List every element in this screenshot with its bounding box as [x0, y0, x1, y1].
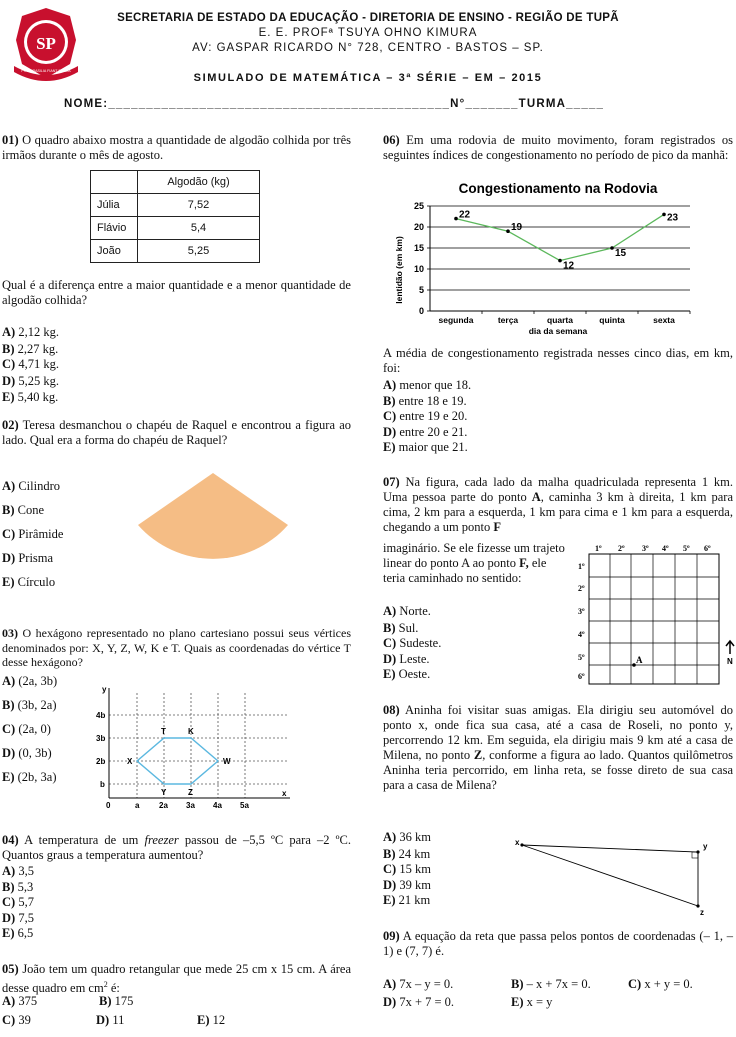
row-label: 5º — [578, 653, 585, 662]
option[interactable]: B) Sul. — [383, 620, 419, 635]
option[interactable]: B) Cone — [2, 503, 45, 517]
x-tick-label: sexta — [653, 315, 675, 325]
option[interactable]: A) 2,12 kg. — [2, 325, 59, 339]
y-tick-label: 15 — [413, 243, 424, 253]
north-label: N — [727, 657, 733, 666]
option[interactable]: E) x = y — [511, 995, 553, 1009]
x-tick-label: terça — [497, 315, 519, 325]
option[interactable]: D) 7,5 — [2, 910, 34, 925]
x-tick-label: segunda — [438, 315, 474, 325]
option[interactable]: B) – x + 7x = 0. — [511, 977, 591, 991]
col-label: 3º — [642, 544, 649, 553]
option[interactable]: D) entre 20 e 21. — [383, 424, 468, 439]
question-1 — [2, 133, 351, 163]
option[interactable]: A) (2a, 3b) — [2, 674, 58, 688]
logo-text: SP — [36, 34, 56, 53]
point-label: A — [636, 655, 643, 665]
q1-options — [2, 325, 59, 406]
exam-title: SIMULADO DE MATEMÁTICA – 3ª SÉRIE – EM – 2015 — [193, 72, 543, 84]
vertex-label: X — [127, 757, 133, 766]
vertex-label: K — [188, 727, 194, 736]
data-label: 23 — [667, 212, 679, 224]
x-tick-label: quinta — [599, 315, 625, 325]
option[interactable]: C) Pirâmide — [2, 527, 64, 541]
vertex-label: Y — [161, 788, 167, 797]
option[interactable]: A) 7x – y = 0. — [383, 977, 454, 991]
header-line3: AV: GASPAR RICARDO N° 728, CENTRO - BASTOS – SP. — [192, 42, 544, 54]
q6-question: A média de congestionamento registrada nesses cinco dias, em km, foi: — [383, 346, 733, 375]
data-point — [610, 246, 614, 250]
data-label: 15 — [615, 248, 627, 259]
question-5: 05) João tem um quadro retangular que mede 25 cm x 15 cm. A área desse quadro em $cm^2$ é: — [2, 962, 352, 996]
data-label: 12 — [563, 260, 575, 272]
table-row: João 5,25 — [91, 240, 260, 263]
y-tick-label: 10 — [413, 264, 424, 274]
line-chart — [390, 180, 700, 338]
cone-net-figure — [128, 465, 298, 595]
q6-options — [383, 378, 471, 456]
option[interactable]: E) 12 — [197, 1013, 226, 1027]
data-point — [558, 259, 562, 263]
question-7: 07) Na figura, cada lado da malha quadriculada representa 1 km. Uma pessoa parte do ponto A, caminha 3 km à direita, 1 km para cima, 2 km para a esquerda, 1 km para cima e 1 km para a esquerda, chegando a um ponto F — [383, 475, 734, 534]
option[interactable]: C) 15 km — [383, 862, 431, 876]
option[interactable]: B) 5,3 — [2, 879, 34, 894]
q1-text: O quadro abaixo mostra a quantidade de algodão colhida por três irmãos durante o mês de agosto. — [2, 133, 351, 162]
vertex-label: T — [161, 727, 166, 736]
option[interactable]: E) Oeste. — [383, 667, 431, 681]
option[interactable]: A) Cilindro — [2, 479, 60, 493]
header-line1: SECRETARIA DE ESTADO DA EDUCAÇÃO - DIRETORIA DE ENSINO - REGIÃO DE TUPÃ — [117, 12, 619, 24]
col-label: 1º — [595, 544, 602, 553]
logo-ring-text: PRO BRASILIA FIANT EXIMIA — [21, 69, 71, 73]
y-tick: 3b — [96, 734, 106, 743]
option[interactable]: D) 39 km — [383, 877, 431, 892]
option[interactable]: E) 6,5 — [2, 926, 34, 940]
q1-table-header: Algodão (kg) — [138, 171, 260, 194]
y-tick-label: 20 — [413, 222, 424, 232]
option[interactable]: C) Sudeste. — [383, 636, 442, 650]
question-7-cont: imaginário. Se ele fizesse um trajeto linear do ponto A ao ponto F, ele teria caminhado no sentido: — [383, 541, 565, 585]
table-row: Júlia 7,52 — [91, 194, 260, 217]
x-tick: 4a — [213, 801, 222, 810]
option[interactable]: B) entre 18 e 19. — [383, 393, 467, 408]
q3-options — [2, 669, 57, 789]
y-tick-label: 5 — [418, 285, 424, 295]
data-label: 22 — [459, 209, 471, 221]
x-axis-label: x — [282, 789, 287, 798]
q7-options — [383, 604, 441, 683]
x-tick: a — [135, 801, 140, 810]
y-tick: 4b — [96, 711, 106, 720]
data-point — [506, 229, 510, 233]
y-axis-label: y — [102, 685, 107, 694]
y-axis-label: lentidão (em km) — [394, 236, 404, 304]
q1-table — [90, 170, 260, 263]
name-field[interactable]: NOME:_____________________________________________N°_______TURMA_____ — [64, 98, 605, 110]
question-8: 08) Aninha foi visitar suas amigas. Ela dirigiu seu automóvel do ponto x, onde fica sua casa, até a casa de Roseli, no ponto y, percorrendo 12 km. Em seguida, ela dirigiu mais 9 km até a casa de Milena, no ponto Z, conforme a figura ao lado. Quantos quilômetros Aninha teria percorrido, em linha reta, se fosse direto de sua casa para a casa de Milena? — [383, 703, 733, 792]
y-tick-label: 0 — [418, 306, 424, 316]
question-4: 04) A temperatura de um freezer passou de –5,5 ºC para –2 ºC. Quantos graus a temperatura aumentou? — [2, 833, 352, 862]
option[interactable]: D) Prisma — [2, 551, 54, 565]
option[interactable]: A) menor que 18. — [383, 378, 472, 392]
option[interactable]: D) Leste. — [383, 651, 430, 666]
option[interactable]: C) entre 19 e 20. — [383, 409, 468, 423]
row-label: 2º — [578, 584, 585, 593]
q8-options — [383, 830, 431, 909]
q2-options — [2, 474, 63, 594]
row-label: 4º — [578, 630, 585, 639]
question-6: 06) Em uma rodovia de muito movimento, foram registrados os seguintes índices de congestionamento no período de pico da manhã: — [383, 133, 734, 162]
option[interactable]: E) Círculo — [2, 575, 56, 589]
table-row: Flávio 5,4 — [91, 217, 260, 240]
option[interactable]: E) 5,40 kg. — [2, 390, 59, 404]
x-tick: 3a — [186, 801, 195, 810]
x-tick-label: quarta — [547, 315, 573, 325]
option[interactable]: E) 21 km — [383, 893, 431, 907]
row-label: 1º — [578, 562, 585, 571]
option[interactable]: E) (2b, 3a) — [2, 770, 57, 784]
row-label: 6º — [578, 672, 585, 681]
option[interactable]: B) (3b, 2a) — [2, 698, 57, 712]
origin-label: 0 — [106, 801, 111, 810]
x-tick: 5a — [240, 801, 249, 810]
data-label: 19 — [511, 222, 523, 234]
point-label: y — [703, 842, 708, 851]
point-label: z — [700, 908, 704, 917]
vertex-label: Z — [188, 788, 193, 797]
option[interactable]: C) 5,7 — [2, 895, 34, 909]
option[interactable]: D) 5,25 kg. — [2, 373, 59, 388]
option[interactable]: B) 24 km — [383, 846, 431, 861]
option[interactable]: A) Norte. — [383, 604, 431, 618]
y-tick-label: 25 — [413, 201, 424, 211]
point-label: x — [515, 838, 520, 847]
x-axis-label: dia da semana — [528, 326, 588, 336]
x-tick: 2a — [159, 801, 168, 810]
option[interactable]: A) 3,5 — [2, 864, 34, 878]
data-point — [662, 213, 666, 217]
triangle-figure — [510, 835, 730, 920]
option[interactable]: B) 2,27 kg. — [2, 341, 59, 356]
option[interactable]: C) 4,71 kg. — [2, 357, 59, 371]
option[interactable]: D) (0, 3b) — [2, 746, 52, 760]
option[interactable]: A) 375 — [2, 994, 38, 1008]
option[interactable]: B) 175 — [99, 994, 134, 1008]
option[interactable]: C) (2a, 0) — [2, 722, 51, 736]
y-tick: 2b — [96, 757, 106, 766]
option[interactable]: A) 36 km — [383, 830, 431, 844]
hexagon-plane — [92, 683, 292, 810]
series-line — [456, 214, 664, 260]
q1-question: Qual é a diferença entre a maior quantidade e a menor quantidade de algodão colhida? — [2, 278, 351, 307]
header-line2: E. E. PROFª TSUYA OHNO KIMURA — [258, 27, 478, 39]
data-point — [454, 217, 458, 221]
option[interactable]: D) 11 — [96, 1013, 125, 1027]
y-tick: b — [100, 780, 105, 789]
chart-title: Congestionamento na Rodovia — [458, 181, 658, 196]
option[interactable]: C) 39 — [2, 1013, 31, 1027]
vertex-label: W — [223, 757, 231, 766]
q4-options — [2, 864, 34, 942]
option[interactable]: D) 7x + 7 = 0. — [383, 995, 455, 1009]
question-3: 03) O hexágono representado no plano cartesiano possui seus vértices denominados por: X, Y, Z, W, K e T. Quais as coordenadas do vértice T desse hexágono? — [2, 626, 352, 669]
question-9: 09) A equação da reta que passa pelos pontos de coordenadas (– 1, – 1) e (7, 7) é. — [383, 929, 734, 958]
grid-figure — [575, 541, 736, 685]
q1-number: 01) — [2, 133, 19, 147]
option[interactable]: C) x + y = 0. — [628, 977, 693, 991]
question-2: 02) Teresa desmanchou o chapéu de Raquel e encontrou a figura ao lado. Qual era a forma do chapéu de Raquel? — [2, 418, 351, 447]
col-label: 4º — [662, 544, 669, 553]
option[interactable]: E) maior que 21. — [383, 440, 468, 454]
north-arrow-icon — [726, 641, 734, 654]
row-label: 3º — [578, 607, 585, 616]
col-label: 5º — [683, 544, 690, 553]
col-label: 6º — [704, 544, 711, 553]
col-label: 2º — [618, 544, 625, 553]
